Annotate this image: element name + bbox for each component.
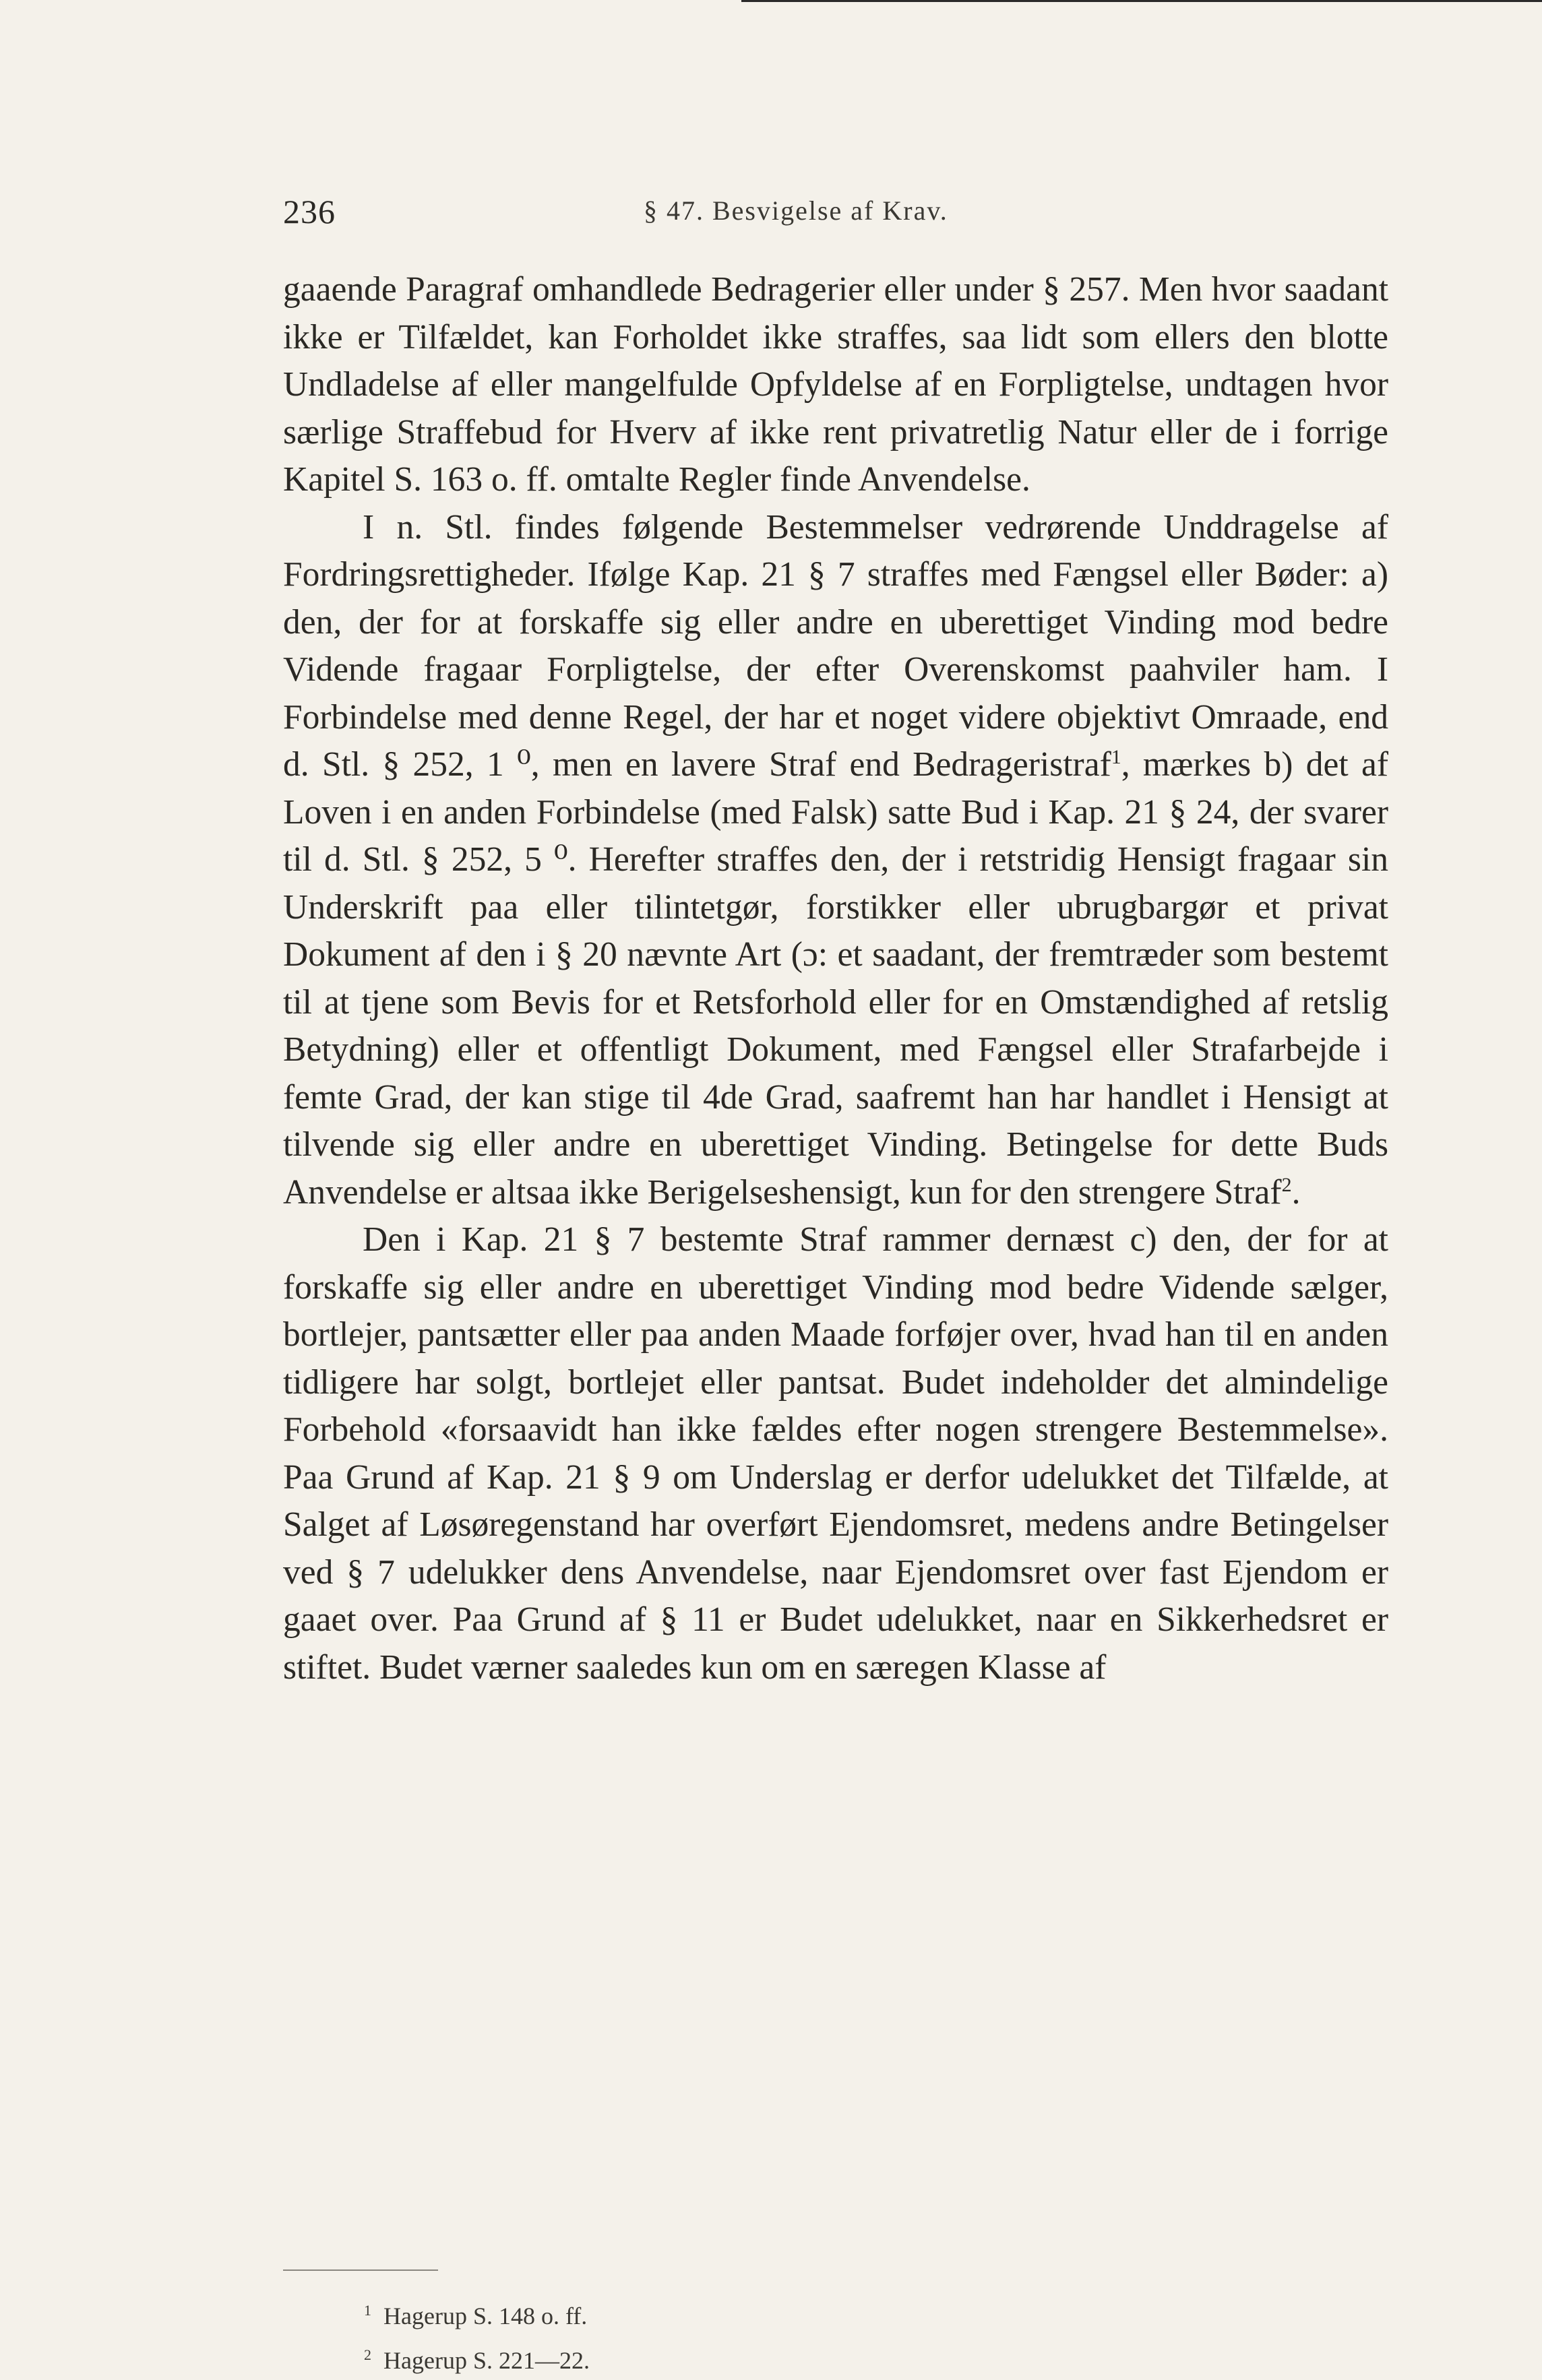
paragraph-2 [283,504,1388,1217]
running-head: § 47. Besvigelse af Krav. [644,195,948,226]
paragraph-1: gaaende Paragraf omhandlede Bedragerier eller under § 257. Men hvor saadant ikke er Tilfældet, kan Forholdet ikke straffes, saa lidt som ellers den blotte Undladelse af eller mangelfulde Opfyldelse af en Forpligtelse, undtagen hvor særlige Straffebud for Hverv af ikke rent privatretlig Natur eller de i forrige Kapitel S. 163 o. ff. omtalte Regler finde Anvendelse. [283,270,1388,499]
footnote-2 [364,2336,590,2380]
paragraph-2-part-c: . [1291,1172,1301,1212]
paragraph-3: Den i Kap. 21 § 7 bestemte Straf rammer dernæst c) den, der for at forskaffe sig eller andre en uberettiget Vinding mod bedre Vidende sælger, bortlejer, pantsætter eller paa anden Maade forføjer over, hvad han til en anden tidligere har solgt, bortlejet eller pantsat. Budet indeholder det almindelige Forbehold «forsaavidt han ikke fældes efter nogen strengere Bestemmelse». Paa Grund af Kap. 21 § 9 om Underslag er derfor udelukket det Tilfælde, at Salget af Løsøregenstand har overført Ejendomsret, medens andre Betingelser ved § 7 udelukker dens Anvendelse, naar Ejendomsret over fast Ejendom er gaaet over. Paa Grund af § 11 er Budet udelukket, naar en Sikkerhedsret er stiftet. Budet værner saaledes kun om en særegen Klasse af [283,1220,1388,1687]
page-header [283,192,1402,239]
footnote-mark: 2 [364,2346,371,2363]
scan-edge-rule [741,0,1542,2]
footnote-text: Hagerup S. 148 o. ff. [383,2303,588,2329]
main-text [283,266,1388,1691]
paragraph-2-part-b: , mærkes b) det af Loven i en anden Forbindelse (med Falsk) satte Bud i Kap. 21 § 24, der svarer til d. Stl. § 252, 5 ⁰. Herefter straffes den, der i retstridig Hensigt fragaar sin Underskrift paa eller tilintetgør, forstikker eller ubrugbargør et privat Dokument af den i § 20 nævnte Art (ɔ: et saadant, der fremtræder som bestemt til at tjene som Bevis for et Retsforhold eller for en Omstændighed af retslig Betydning) eller et offentligt Dokument, med Fængsel eller Strafarbejde i femte Grad, der kan stige til 4de Grad, saafremt han har handlet i Hensigt at tilvende sig eller andre en uberettiget Vinding. Betingelse for dette Buds Anvendelse er altsaa ikke Berigelseshensigt, kun for den strengere Straf [283,745,1388,1212]
footnote-ref-1: 1 [1111,745,1121,768]
footnote-divider [283,2269,438,2271]
footnote-ref-2: 2 [1281,1173,1292,1196]
footnote-1 [364,2291,590,2336]
page-number: 236 [283,193,336,230]
footnote-mark: 1 [364,2302,371,2319]
paragraph-2-part-a: I n. Stl. findes følgende Bestemmelser vedrørende Unddragelse af Fordringsrettigheder. Ifølge Kap. 21 § 7 straffes med Fængsel eller Bøder: a) den, der for at forskaffe sig eller andre en uberettiget Vinding mod bedre Vidende fragaar Forpligtelse, der efter Overenskomst paahviler ham. I Forbindelse med denne Regel, der har et noget videre objektivt Omraade, end d. Stl. § 252, 1 ⁰, men en lavere Straf end Bedrageristraf [283,507,1388,784]
footnotes [364,2291,590,2380]
footnote-text: Hagerup S. 221—22. [383,2347,590,2374]
